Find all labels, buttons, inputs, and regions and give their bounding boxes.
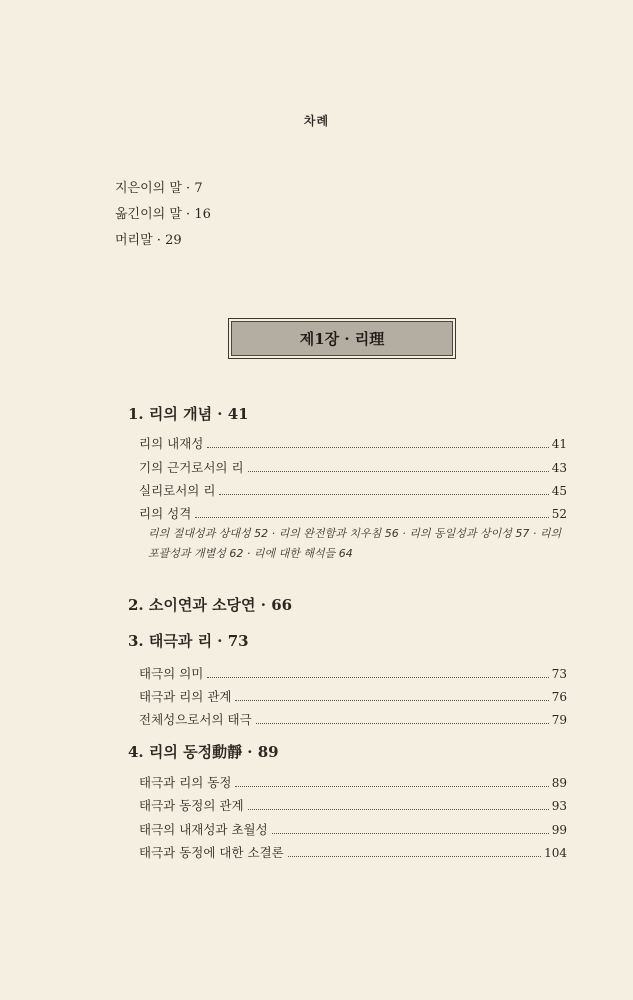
leader-dots — [207, 676, 548, 678]
subtopic-note-line: 포괄성과 개별성 62 · 리에 대한 해석들 64 — [148, 547, 353, 560]
leader-dots — [288, 855, 541, 857]
front-matter-item: 옮긴이의 말 · 16 — [115, 207, 211, 222]
section-title: 1. 리의 개념 · 41 — [128, 405, 249, 423]
toc-entry-label: 태극과 동정의 관계 — [139, 798, 244, 813]
toc-entry-label: 태극과 동정에 대한 소결론 — [139, 845, 284, 860]
toc-entry-label: 태극과 리의 동정 — [139, 775, 232, 790]
front-matter-item: 지은이의 말 · 7 — [115, 181, 203, 196]
leader-dots — [248, 808, 549, 810]
toc-entry-label: 태극과 리의 관계 — [139, 689, 232, 704]
toc-entry-page: 52 — [551, 507, 567, 521]
toc-entry-page: 89 — [551, 776, 567, 790]
toc-entry — [139, 773, 567, 793]
toc-entry — [139, 843, 567, 863]
leader-dots — [235, 699, 548, 701]
front-matter-item: 머리말 · 29 — [115, 233, 182, 248]
leader-dots — [248, 470, 549, 472]
toc-entry-label: 기의 근거로서의 리 — [139, 460, 244, 475]
toc-entry — [139, 504, 567, 524]
toc-entry-label: 전체성으로서의 태극 — [139, 712, 252, 727]
leader-dots — [207, 446, 548, 448]
toc-entry — [139, 820, 567, 840]
toc-entry-page: 99 — [551, 823, 567, 837]
section-title: 4. 리의 동정動靜 · 89 — [128, 743, 279, 761]
toc-entry-page: 41 — [551, 437, 567, 451]
toc-entry-page: 43 — [551, 461, 567, 475]
toc-entry-page: 45 — [551, 484, 567, 498]
section-title: 2. 소이연과 소당연 · 66 — [128, 596, 293, 614]
chapter-heading-box — [228, 318, 456, 359]
toc-entry-page: 104 — [544, 846, 567, 860]
toc-entry-label: 실리로서의 리 — [139, 483, 216, 498]
toc-entry — [139, 458, 567, 478]
page-title: 차례 — [303, 114, 330, 128]
toc-entry-page: 76 — [551, 690, 567, 704]
subtopic-note — [148, 524, 578, 564]
toc-entry-page: 79 — [551, 713, 567, 727]
chapter-title: 제1장 · 리理 — [231, 321, 453, 356]
toc-entry-page: 73 — [551, 667, 567, 681]
toc-entry-label: 태극의 내재성과 초월성 — [139, 822, 268, 837]
leader-dots — [219, 493, 548, 495]
toc-entry-label: 리의 성격 — [139, 506, 192, 521]
leader-dots — [195, 516, 548, 518]
leader-dots — [256, 722, 549, 724]
toc-entry — [139, 481, 567, 501]
toc-entry — [139, 710, 567, 730]
subtopic-note-line: 리의 절대성과 상대성 52 · 리의 완전함과 치우침 56 · 리의 동일성과 상이성 57 · 리의 — [148, 527, 562, 540]
toc-entry — [139, 434, 567, 454]
toc-entry-label: 리의 내재성 — [139, 436, 204, 451]
section-title: 3. 태극과 리 · 73 — [128, 632, 249, 650]
leader-dots — [272, 832, 549, 834]
front-matter-list — [115, 176, 211, 254]
leader-dots — [235, 785, 548, 787]
toc-entry — [139, 687, 567, 707]
toc-entry — [139, 664, 567, 684]
toc-entry-page: 93 — [551, 799, 567, 813]
toc-entry — [139, 796, 567, 816]
toc-entry-label: 태극의 의미 — [139, 666, 204, 681]
